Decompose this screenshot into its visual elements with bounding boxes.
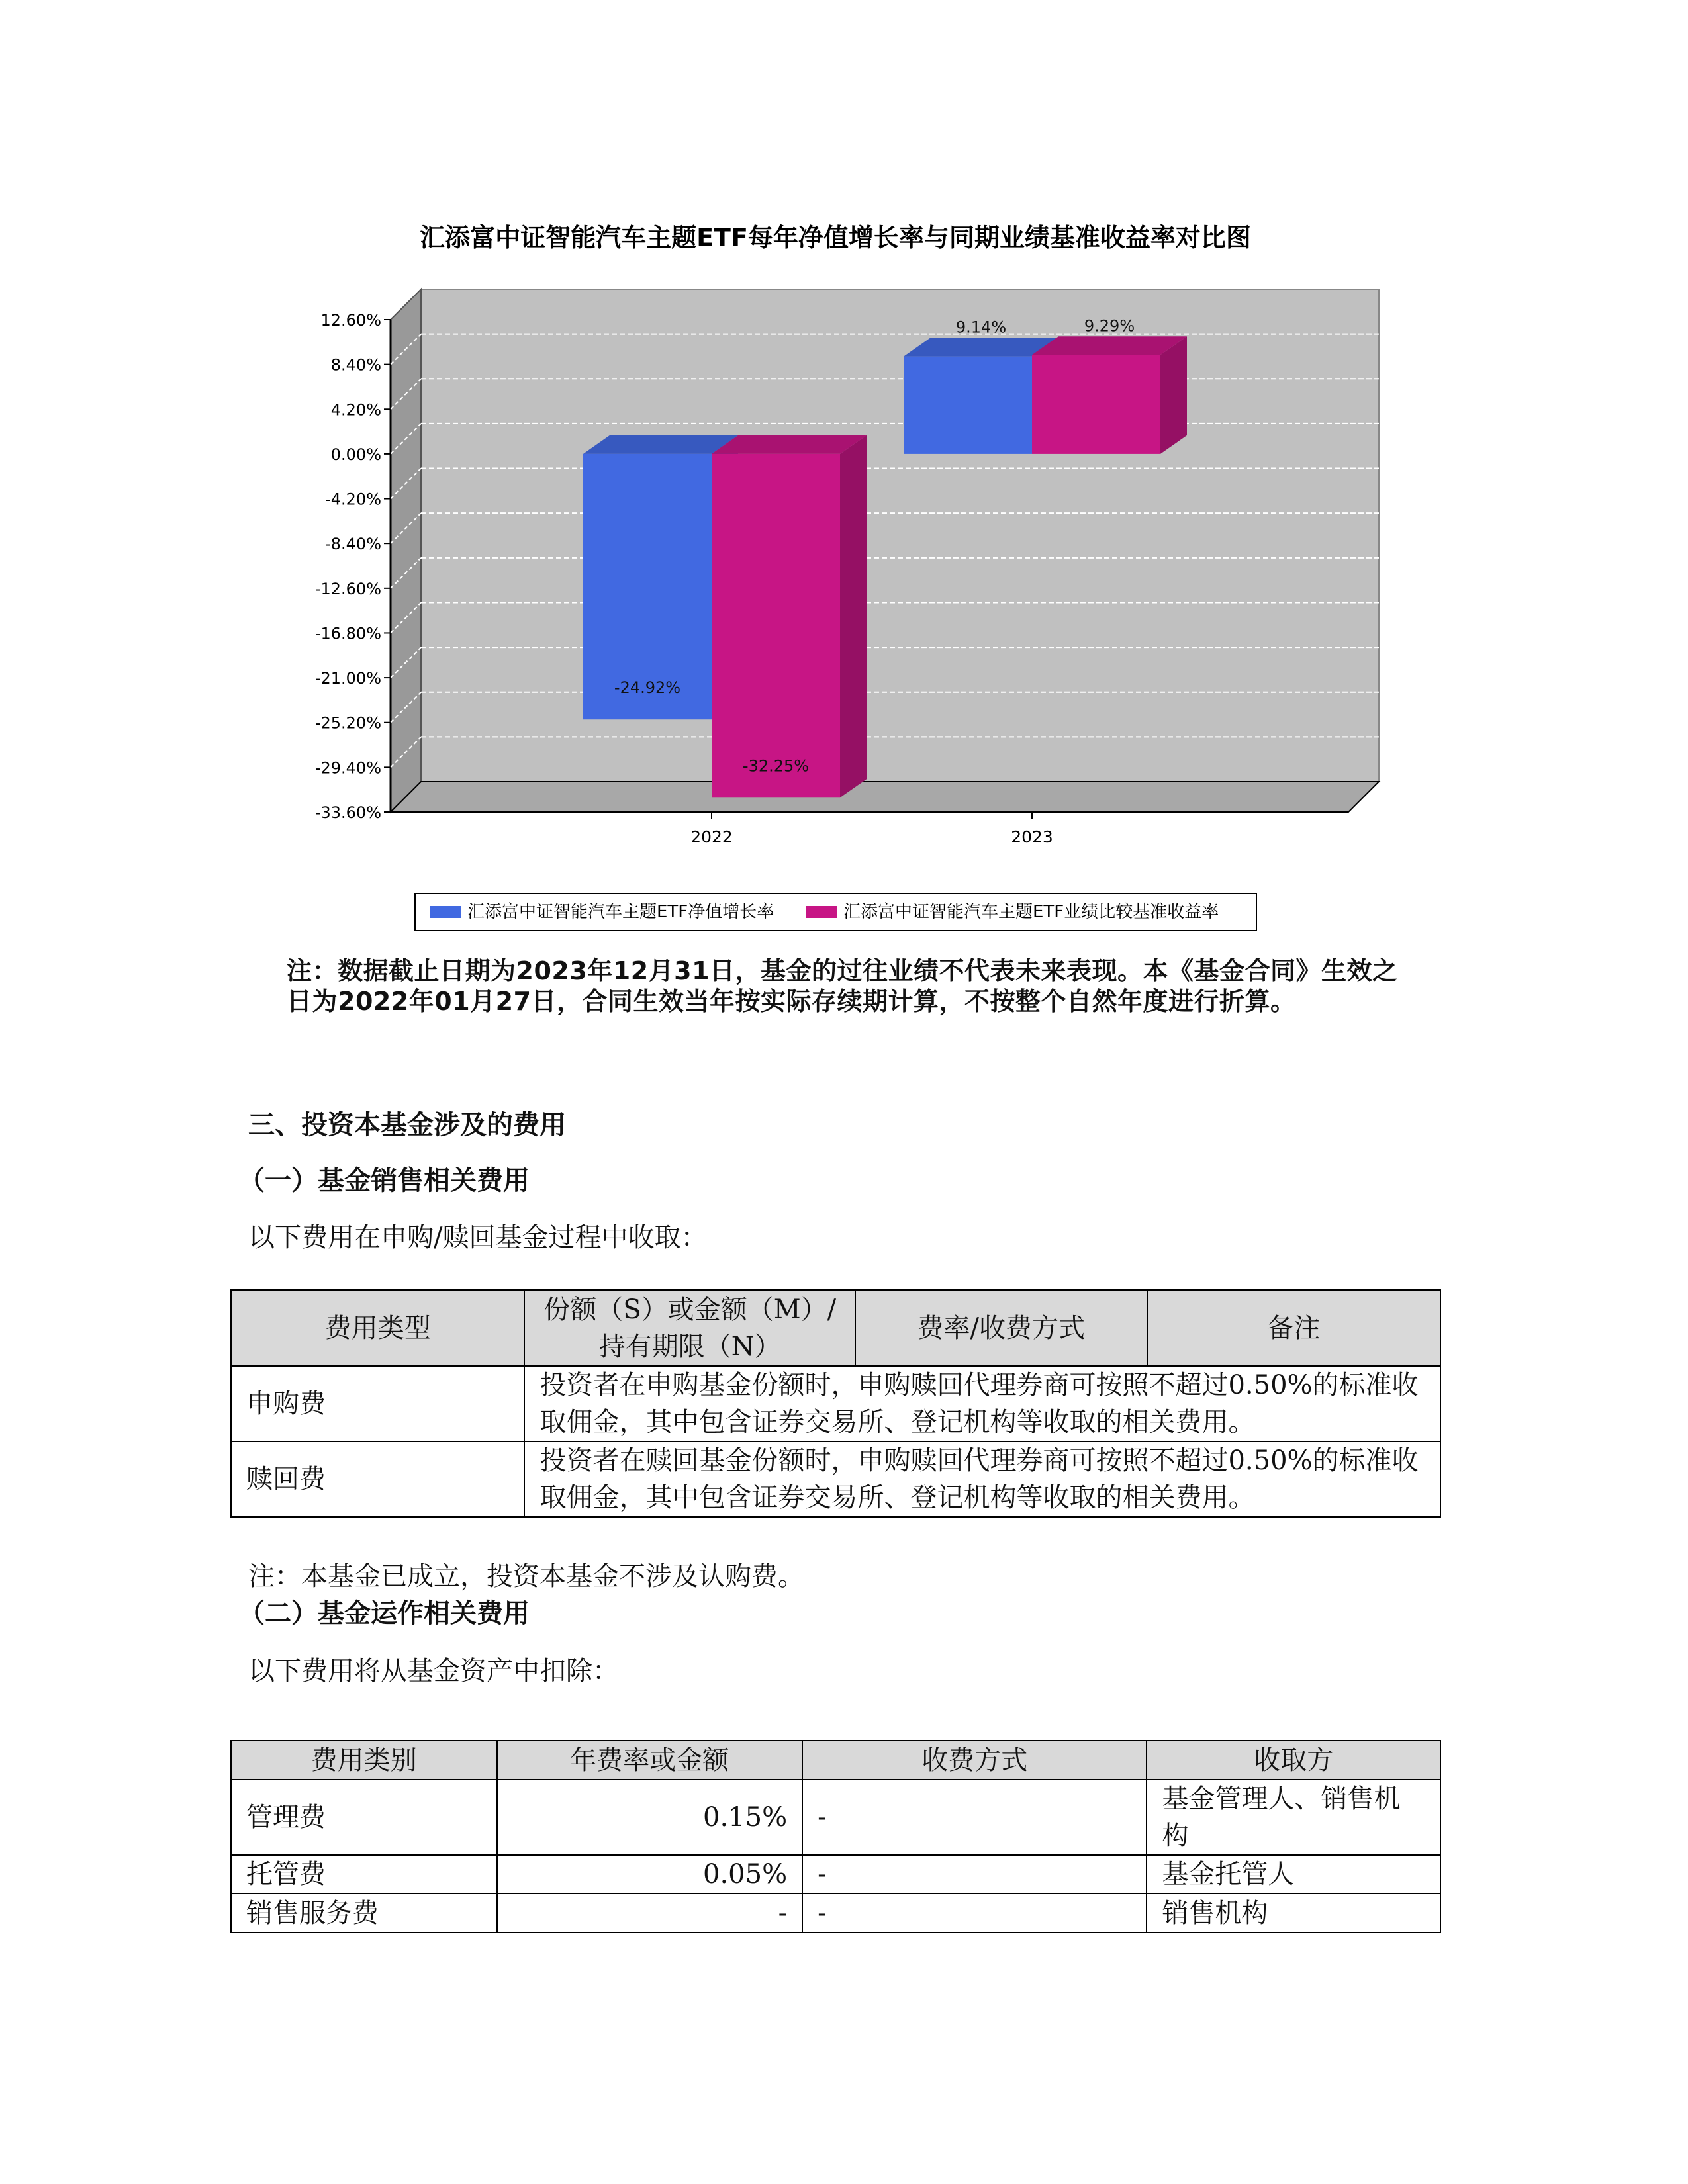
y-tick-label: -21.00% — [314, 669, 381, 688]
fee-name: 销售服务费 — [231, 1893, 497, 1933]
fee-rate: 0.15% — [497, 1780, 803, 1855]
x-tick-label: 2022 — [690, 827, 733, 846]
fee-description: 投资者在赎回基金份额时，申购赎回代理券商可按照不超过0.50%的标准收取佣金，其中包含证券交易所、登记机构等收取的相关费用。 — [524, 1441, 1440, 1517]
fee-description: 投资者在申购基金份额时，申购赎回代理券商可按照不超过0.50%的标准收取佣金，其中包含证券交易所、登记机构等收取的相关费用。 — [524, 1366, 1440, 1441]
fee-type: 申购费 — [231, 1366, 524, 1441]
fee-rate: 0.05% — [497, 1855, 803, 1893]
y-tick-label: 0.00% — [330, 445, 381, 464]
subsection-title-sales: （一）基金销售相关费用 — [238, 1165, 530, 1196]
fee-method: - — [802, 1893, 1147, 1933]
legend-label-benchmark: 汇添富中证智能汽车主题ETF业绩比较基准收益率 — [843, 902, 1219, 922]
sales-fee-table — [230, 1289, 1441, 1518]
y-tick-label: -12.60% — [314, 579, 381, 598]
plot-back-wall — [421, 289, 1379, 782]
section-title: 三、投资本基金涉及的费用 — [248, 1110, 566, 1140]
subsection-title-operation: （二）基金运作相关费用 — [238, 1598, 530, 1629]
fee-recipient: 基金管理人、销售机构 — [1147, 1780, 1440, 1855]
header-cell: 份额（S）或金额（M）/持有期限（N） — [524, 1290, 855, 1366]
y-tick-label: -4.20% — [325, 490, 381, 509]
bar — [904, 357, 1032, 454]
chart-title: 汇添富中证智能汽车主题ETF每年净值增长率与同期业绩基准收益率对比图 — [420, 223, 1251, 252]
bar-side — [840, 435, 867, 797]
operation-fee-table — [230, 1740, 1441, 1933]
bar-side — [1160, 336, 1187, 454]
fee-name: 托管费 — [231, 1855, 497, 1893]
header-cell: 费率/收费方式 — [855, 1290, 1147, 1366]
sales-fee-note: 注：本基金已成立，投资本基金不涉及认购费。 — [248, 1561, 804, 1592]
sales-fee-intro: 以下费用在申购/赎回基金过程中收取： — [248, 1222, 708, 1253]
fee-method: - — [802, 1780, 1147, 1855]
header-cell: 收取方 — [1147, 1741, 1440, 1780]
table-row — [231, 1893, 1440, 1933]
y-tick-label: 4.20% — [330, 400, 381, 420]
fee-recipient: 基金托管人 — [1147, 1855, 1440, 1893]
header-cell: 年费率或金额 — [497, 1741, 803, 1780]
legend-swatch-nav — [430, 906, 461, 918]
y-tick-label: 12.60% — [320, 311, 381, 330]
header-cell: 费用类型 — [231, 1290, 524, 1366]
fee-rate: - — [497, 1893, 803, 1933]
header-cell: 备注 — [1147, 1290, 1441, 1366]
table-row — [231, 1780, 1440, 1855]
plot-left-wall — [391, 289, 421, 812]
fee-recipient: 销售机构 — [1147, 1893, 1440, 1933]
y-tick-label: -25.20% — [314, 713, 381, 733]
x-tick-label: 2023 — [1011, 827, 1053, 846]
fee-type: 赎回费 — [231, 1441, 524, 1517]
fee-name: 管理费 — [231, 1780, 497, 1855]
y-tick-label: 8.40% — [330, 355, 381, 375]
table-row — [231, 1441, 1440, 1517]
bar-chart — [0, 0, 1688, 940]
plot-floor — [391, 782, 1379, 812]
bar-top — [583, 435, 738, 454]
y-tick-label: -8.40% — [325, 535, 381, 554]
bar-top — [1032, 336, 1187, 355]
bar-data-label: 9.14% — [955, 318, 1007, 337]
bar-data-label: -24.92% — [614, 678, 681, 698]
header-cell: 收费方式 — [802, 1741, 1147, 1780]
legend-label-nav: 汇添富中证智能汽车主题ETF净值增长率 — [467, 902, 774, 922]
y-tick-label: -16.80% — [314, 624, 381, 643]
header-cell: 费用类别 — [231, 1741, 497, 1780]
bar-data-label: -32.25% — [742, 756, 810, 776]
table-row — [231, 1855, 1440, 1893]
table-row — [231, 1366, 1440, 1441]
operation-fee-intro: 以下费用将从基金资产中扣除： — [248, 1656, 619, 1686]
chart-note: 注：数据截止日期为2023年12月31日，基金的过往业绩不代表未来表现。本《基金合同》生效之日为2022年01月27日，合同生效当年按实际存续期计算，不按整个自然年度进行折算。 — [287, 956, 1398, 1016]
chart-legend — [415, 893, 1256, 931]
bar-top — [712, 435, 867, 454]
bar-data-label: 9.29% — [1084, 316, 1135, 336]
y-tick-label: -29.40% — [314, 758, 381, 778]
bar — [1032, 355, 1160, 454]
fee-method: - — [802, 1855, 1147, 1893]
y-tick-label: -33.60% — [314, 803, 381, 822]
bar — [712, 454, 840, 797]
legend-swatch-benchmark — [806, 906, 837, 918]
